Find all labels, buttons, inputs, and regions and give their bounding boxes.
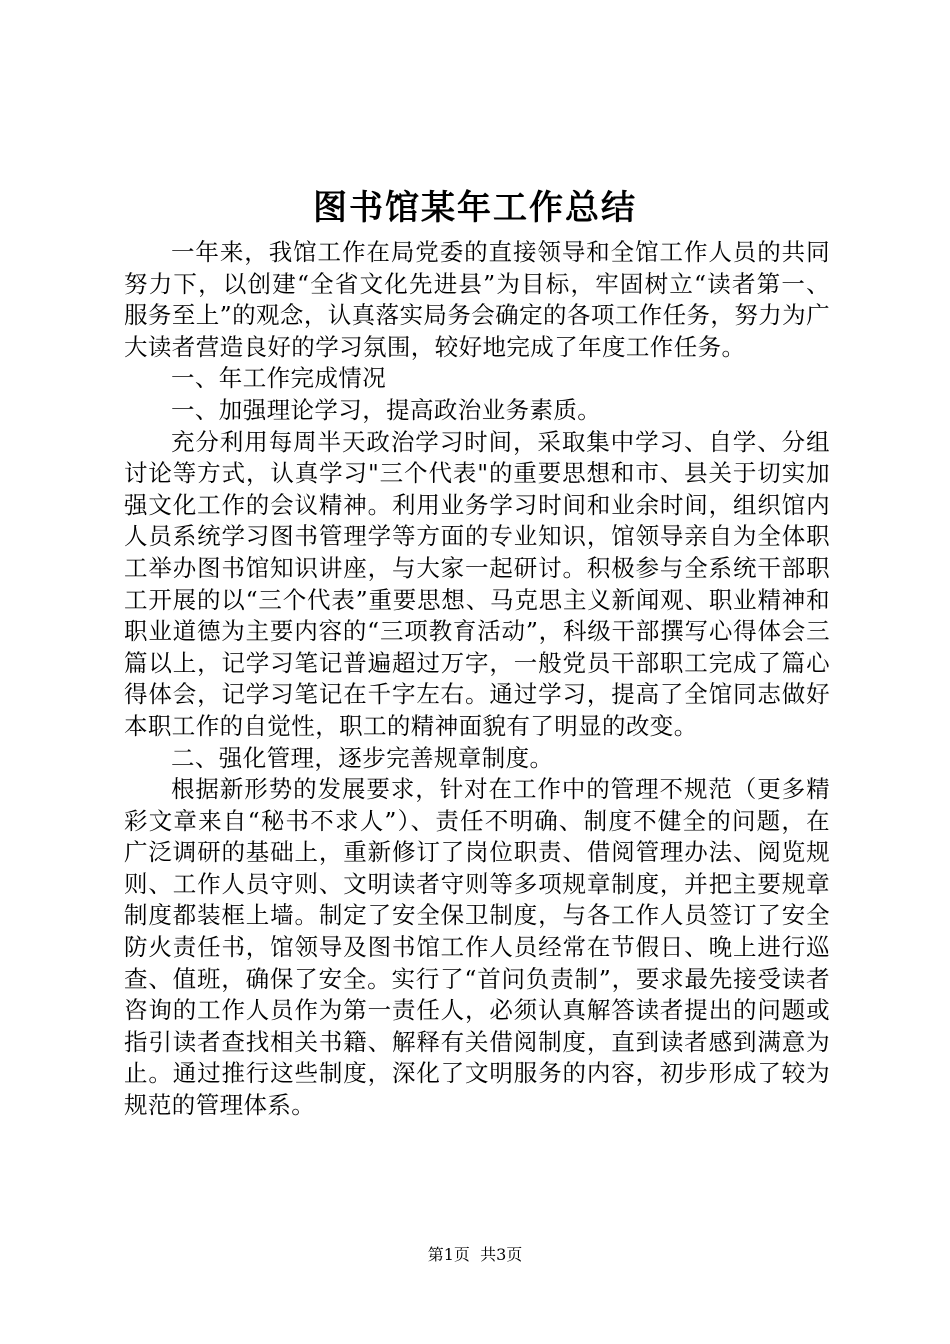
subsection-heading-1: 一、加强理论学习，提高政治业务素质。 — [171, 395, 602, 424]
section-heading: 一、年工作完成情况 — [171, 364, 387, 393]
document-title: 图书馆某年工作总结 — [313, 188, 637, 228]
body-paragraph-2: 根据新形势的发展要求，针对在工作中的管理不规范（更多精彩文章来自“秘书不求人”）、责任不明确、制度不健全的问题，在广泛调研的基础上，重新修订了岗位职责、借阅管理办法、阅览规则、工作人员守则、文明读者守则等多项规章制度，并把主要规章制度都装框上墙。制定了安全保卫制度，与各工作人员签订了安全防火责任书，馆领导及图书馆工作人员经常在节假日、晚上进行巡查、值班，确保了安全。实行了“首问负责制”，要求最先接受读者咨询的工作人员作为第一责任人，必须认真解答读者提出的问题或指引读者查找相关书籍、解释有关借阅制度，直到读者感到满意为止。通过推行这些制度，深化了文明服务的内容，初步形成了较为规范的管理体系。 — [124, 775, 830, 1120]
subsection-heading-2: 二、强化管理，逐步完善规章制度。 — [171, 743, 554, 772]
document-body — [124, 237, 830, 1122]
body-paragraph-1: 充分利用每周半天政治学习时间，采取集中学习、自学、分组讨论等方式，认真学习"三个代表"的重要思想和市、县关于切实加强文化工作的会议精神。利用业务学习时间和业余时间，组织馆内人员系统学习图书管理学等方面的专业知识，馆领导亲自为全体职工举办图书馆知识讲座，与大家一起研讨。积极参与全系统干部职工开展的以“三个代表”重要思想、马克思主义新闻观、职业精神和职业道德为主要内容的“三项教育活动”，科级干部撰写心得体会三篇以上，记学习笔记普遍超过万字，一般党员干部职工完成了篇心得体会，记学习笔记在千字左右。通过学习，提高了全馆同志做好本职工作的自觉性，职工的精神面貌有了明显的改变。 — [124, 427, 830, 740]
intro-paragraph: 一年来，我馆工作在局党委的直接领导和全馆工作人员的共同努力下，以创建“全省文化先进县”为目标，牢固树立“读者第一、服务至上”的观念，认真落实局务会确定的各项工作任务，努力为广大读者营造良好的学习氛围，较好地完成了年度工作任务。 — [124, 238, 830, 361]
page-footer: 第1页 共3页 — [427, 1245, 523, 1264]
